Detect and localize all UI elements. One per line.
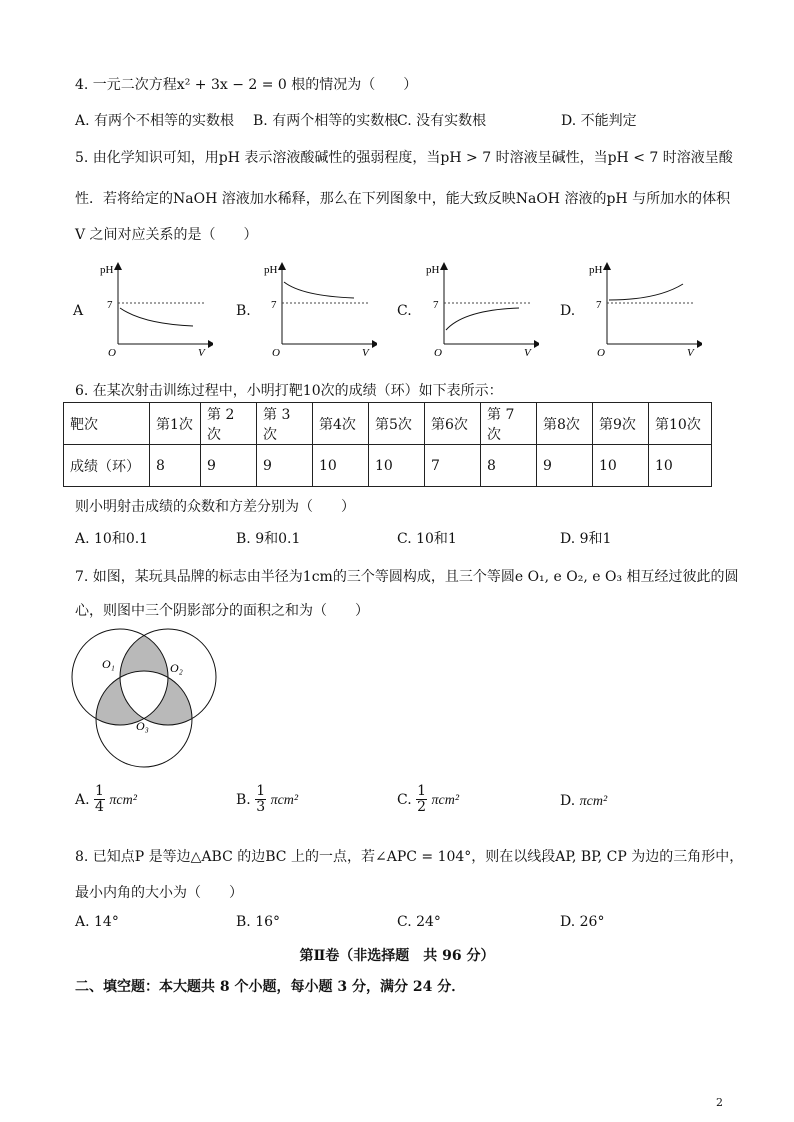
q7-option-d: D. πcm² [560,793,608,809]
graph-c [424,258,539,358]
circle-label-o1: O₁ [102,657,115,671]
table-cell: 成绩（环） [64,445,150,487]
fraction: $\frac{1}{3}$ [256,783,266,816]
q6-option-b: B. 9和0.1 [236,531,301,547]
q6-option-a: A. 10和0.1 [75,531,149,547]
q6-option-c: C. 10和1 [397,531,457,547]
graph-c-origin: O [434,347,442,358]
table-header-cell: 第5次 [369,403,425,445]
graph-d-level: 7 [596,299,602,311]
graph-c-y-label: pH [426,264,440,276]
graph-d-origin: O [597,347,605,358]
graph-a [98,258,213,358]
q4-option-a: A. 有两个不相等的实数根 [75,113,235,129]
q8-option-b: B. 16° [236,914,281,930]
graph-b-x-label: V [362,347,369,358]
q6-question: 则小明射击成绩的众数和方差分别为（ ） [75,499,355,515]
q4-option-c: C. 没有实数根 [397,113,487,129]
q6-option-d: D. 9和1 [560,531,612,547]
graph-a-level: 7 [107,299,113,311]
table-header-cell: 第 7 次 [481,403,537,445]
graph-b-level: 7 [271,299,277,311]
table-header-cell: 靶次 [64,403,150,445]
table-cell: 10 [593,445,649,487]
graph-d-label: D. [560,303,576,319]
q7-option-c: C. $\frac{1}{2}$ πcm² [397,783,460,816]
circle-label-o2: O₂ [170,661,183,675]
q8-option-c: C. 24° [397,914,441,930]
fraction: $\frac{1}{2}$ [417,783,427,816]
graph-d-y-label: pH [589,264,603,276]
graph-a-y-label: pH [100,264,114,276]
page-number: 2 [716,1096,723,1109]
graph-b [262,258,377,358]
score-table [63,402,712,487]
table-row [64,445,712,487]
part2-heading: 二、填空题：本大题共 8 个小题，每小题 3 分，满分 24 分． [75,979,466,995]
graph-d [587,258,702,358]
table-header-cell: 第 2 次 [201,403,257,445]
q4-option-d: D. 不能判定 [561,113,637,129]
graph-a-origin: O [108,347,116,358]
table-header-cell: 第10次 [649,403,712,445]
table-header-cell: 第6次 [425,403,481,445]
graph-d-x-label: V [687,347,694,358]
circle-label-o3: O₃ [136,719,149,733]
graph-a-label: A [73,303,84,319]
table-row [64,403,712,445]
q4-option-b: B. 有两个相等的实数根 [253,113,399,129]
q8-stem-line1: 8. 已知点P 是等边△ABC 的边BC 上的一点，若∠APC = 104°，则在以线段AP, BP, CP 为边的三角形中， [75,849,744,865]
table-cell: 8 [150,445,201,487]
three-circles-figure [70,622,220,782]
table-header-cell: 第 3 次 [257,403,313,445]
graph-c-label: C. [397,303,412,319]
q8-stem-line2: 最小内角的大小为（ ） [75,885,243,901]
fraction: $\frac{1}{4}$ [95,783,104,816]
table-cell: 10 [649,445,712,487]
table-cell: 9 [201,445,257,487]
table-cell: 7 [425,445,481,487]
table-header-cell: 第8次 [537,403,593,445]
q5-stem-line2: 性．若将给定的NaOH 溶液加水稀释，那么在下列图象中，能大致反映NaOH 溶液的pH 与所加水的体积 [75,191,731,207]
q4-stem: 4. 一元二次方程x² + 3x − 2 = 0 根的情况为（ ） [75,77,418,93]
table-header-cell: 第9次 [593,403,649,445]
q7-stem-line1: 7. 如图，某玩具品牌的标志由半径为1cm的三个等圆构成，且三个等圆e O₁, e O₂, e O₃ 相互经过彼此的圆 [75,569,739,585]
table-cell: 8 [481,445,537,487]
table-cell: 9 [257,445,313,487]
table-cell: 10 [369,445,425,487]
graph-b-y-label: pH [264,264,278,276]
q7-option-a: A. $\frac{1}{4}$ πcm² [75,783,137,816]
q7-option-b: B. $\frac{1}{3}$ πcm² [236,783,299,816]
q7-stem-line2: 心，则图中三个阴影部分的面积之和为（ ） [75,603,369,619]
section-title: 第Ⅱ卷（非选择题 共 96 分） [299,948,495,964]
table-header-cell: 第1次 [150,403,201,445]
q8-option-d: D. 26° [560,914,605,930]
graph-b-origin: O [272,347,280,358]
q6-stem: 6. 在某次射击训练过程中，小明打靶10次的成绩（环）如下表所示： [75,383,503,399]
graph-a-x-label: V [198,347,205,358]
q5-stem-line1: 5. 由化学知识可知，用pH 表示溶液酸碱性的强弱程度，当pH > 7 时溶液呈碱性，当pH < 7 时溶液呈酸 [75,150,733,166]
table-cell: 9 [537,445,593,487]
graph-c-x-label: V [524,347,531,358]
graph-b-label: B. [236,303,251,319]
q5-stem-line3: V 之间对应关系的是（ ） [75,227,258,243]
table-header-cell: 第4次 [313,403,369,445]
graph-c-level: 7 [433,299,439,311]
q8-option-a: A. 14° [75,914,119,930]
table-cell: 10 [313,445,369,487]
